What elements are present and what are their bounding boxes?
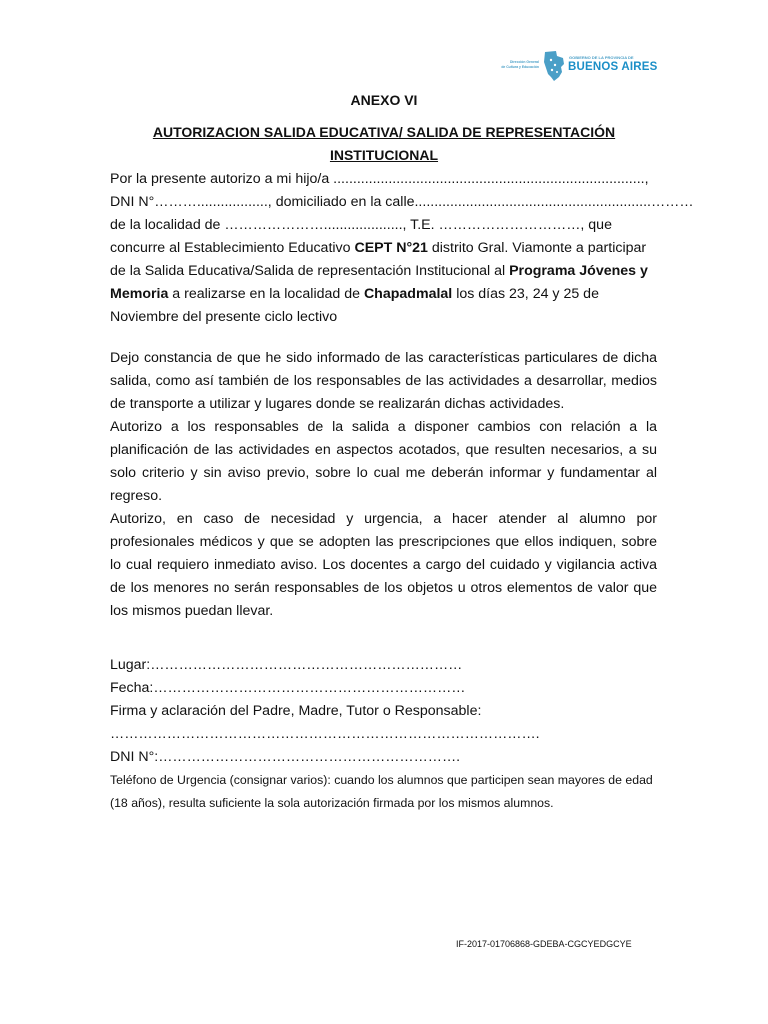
dates-text: los días 23, 24 y 25 de: [452, 286, 599, 302]
informed-paragraph: Dejo constancia de que he sido informado de las características particulares de dicha salida, como así también de los responsables de las actividades a desarrollar, medios de transporte a utilizar y lugares donde se realizarán dichas actividades.: [110, 350, 657, 412]
school-line-text-a: concurre al Establecimiento Educativo: [110, 240, 355, 256]
logo-subtitle-line2: de Cultura y Educación: [501, 65, 539, 69]
location-text: a realizarse en la localidad de: [168, 286, 364, 302]
document-reference: IF-2017-01706868-GDEBA-CGCYEDGCYE: [456, 939, 632, 949]
paragraph-gap: [110, 329, 657, 347]
place-field: Lugar:…………………………………………………………: [110, 657, 463, 673]
logo-main-text: BUENOS AIRES: [568, 61, 658, 73]
buenos-aires-logo: [489, 50, 658, 84]
program-line-text: de la Salida Educativa/Salida de representación Institucional al: [110, 263, 510, 279]
program-name-part2: Memoria: [110, 286, 169, 302]
program-line: [110, 260, 657, 283]
dni-field: DNI N°:……………………………………………………….: [110, 749, 461, 765]
signature-label: Firma y aclaración del Padre, Madre, Tutor o Responsable:: [110, 703, 482, 719]
annex-heading: ANEXO VI: [350, 92, 418, 108]
changes-paragraph: Autorizo a los responsables de la salida a disponer cambios con relación a la planificación de las actividades en aspectos acotados, que resulten necesarios, a su solo criterio y sin aviso previo, sobre lo cual me deberán informar y fundamentar al regreso.: [110, 419, 657, 504]
school-name: CEPT N°21: [354, 240, 428, 256]
location-dates-line: [110, 283, 657, 306]
locality-phone-line: de la localidad de …………………...................., T.E. …………………………, que: [110, 217, 612, 233]
signature-section: [110, 654, 670, 815]
date-field: Fecha:…………………………………………………………: [110, 680, 466, 696]
dni-address-line: DNI N°……….................., domiciliado en la calle............................................................………: [110, 194, 694, 210]
emergency-phone-note: Teléfono de Urgencia (consignar varios): cuando los alumnos que participen sean mayores de edad (18 años), resulta suficiente la sola autorización firmada por los mismos alumnos.: [110, 773, 653, 810]
signature-line: ……………………………………………………………………………….: [110, 726, 540, 742]
logo-top-text: GOBIERNO DE LA PROVINCIA DE: [569, 55, 634, 60]
cycle-line: Noviembre del presente ciclo lectivo: [110, 309, 338, 325]
school-line-text-b: distrito Gral. Viamonte a participar: [427, 240, 647, 256]
province-map-icon: [542, 50, 566, 82]
document-body: [110, 168, 694, 623]
child-name-line: Por la presente autorizo a mi hijo/a ...............................................................................,: [110, 171, 649, 187]
document-title-line1: AUTORIZACION SALIDA EDUCATIVA/ SALIDA DE REPRESENTACIÓN: [152, 124, 616, 140]
logo-subtitle-line1: Dirección General: [509, 60, 539, 64]
document-title-line2: INSTITUCIONAL: [329, 147, 439, 163]
location-name: Chapadmalal: [363, 286, 453, 302]
authorization-paragraph: [110, 168, 694, 329]
school-line: [110, 237, 657, 260]
program-name-part1: Programa Jóvenes y: [509, 263, 648, 279]
logo-subtitle: [489, 60, 539, 70]
medical-paragraph: Autorizo, en caso de necesidad y urgencia, a hacer atender al alumno por profesionales médicos y que se adopten las prescripciones que ellos indiquen, sobre lo cual requiero inmediato aviso. Los docentes a cargo del cuidado y vigilancia activa de los menores no serán responsables de los objetos u otros elementos de valor que los mismos puedan llevar.: [110, 511, 657, 619]
